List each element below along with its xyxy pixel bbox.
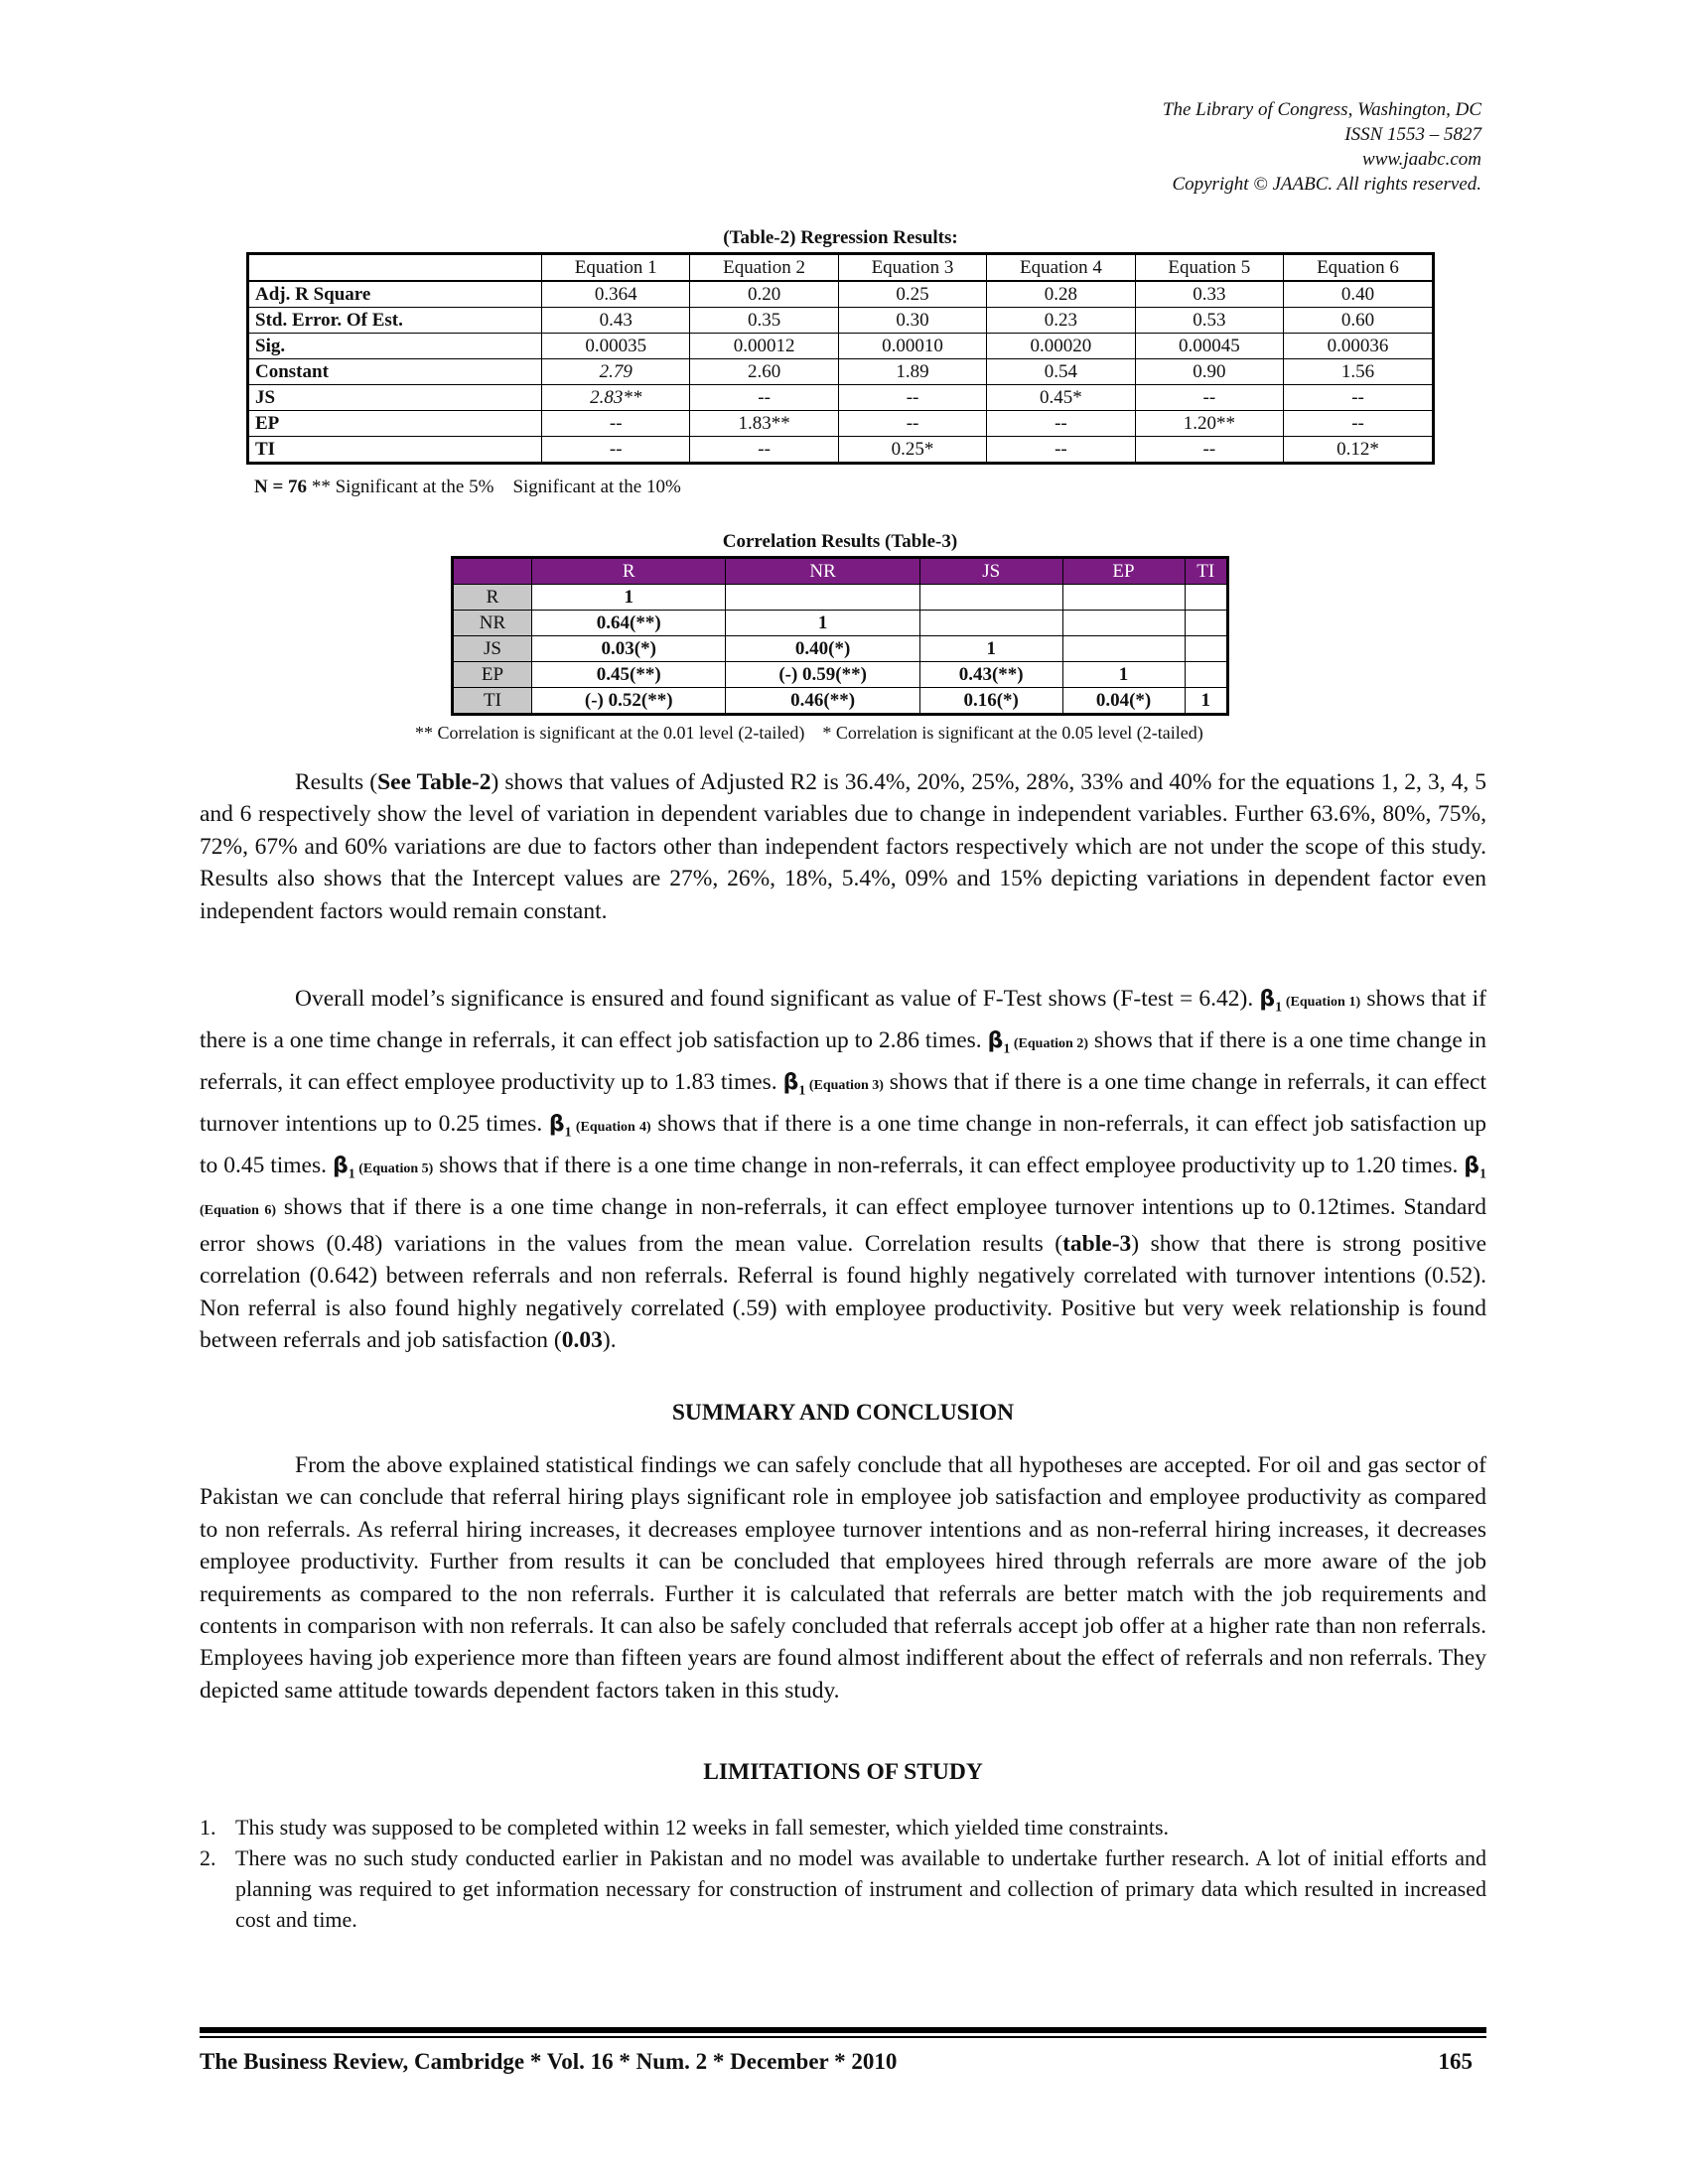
table-cell: 1.20** [1135, 411, 1283, 437]
table-cell: -- [838, 411, 986, 437]
table-row [453, 611, 1228, 636]
list-item [200, 1812, 1486, 1843]
table-cell: 2.83** [542, 385, 690, 411]
text-run: shows that if there is a one time change in referrals, it can effect turnover intentions up to 0.25 times. [200, 1069, 1487, 1138]
table-cell: 0.03(*) [532, 636, 726, 662]
correlation-table [451, 556, 1229, 716]
table-cell: -- [838, 385, 986, 411]
table-row [453, 688, 1228, 715]
table-row [453, 662, 1228, 688]
row-label: EP [453, 662, 532, 688]
beta-symbol: β [987, 1028, 1004, 1054]
significance-note: ** Significant at the 5% Significant at the 10% [311, 477, 681, 497]
table-cell: 0.00045 [1135, 334, 1283, 359]
column-header: Equation 1 [542, 254, 690, 282]
table-cell: 0.16(*) [919, 688, 1062, 715]
column-header: JS [919, 558, 1062, 585]
journal-header [1163, 97, 1481, 197]
beta-subscript: 1 [1479, 1167, 1487, 1183]
sample-size: N = 76 [254, 477, 308, 497]
regression-table [246, 252, 1435, 465]
table-row [453, 636, 1228, 662]
table-row [248, 334, 1434, 359]
column-header: Equation 4 [987, 254, 1135, 282]
row-label: NR [453, 611, 532, 636]
column-header: Equation 5 [1135, 254, 1283, 282]
table2-note [254, 477, 681, 498]
table-cell: 0.46(**) [726, 688, 919, 715]
table3-note: ** Correlation is significant at the 0.01 level (2-tailed) * Correlation is significant at the 0.05 level (2-tailed) [415, 723, 1203, 743]
table-cell: 0.364 [542, 281, 690, 308]
corner-cell [248, 254, 542, 282]
text-run: ). [602, 1327, 617, 1354]
beta-subscript: 1 [348, 1167, 355, 1183]
footer-rule-thin [200, 2036, 1486, 2038]
table-cell: 0.12* [1284, 437, 1434, 464]
list-item [200, 1843, 1486, 1935]
table-row [248, 308, 1434, 334]
table-cell: 1.83** [690, 411, 838, 437]
text-run: Results ( [295, 769, 378, 795]
table-cell: 0.23 [987, 308, 1135, 334]
table-cell: -- [690, 437, 838, 464]
table-cell: -- [690, 385, 838, 411]
table-cell: 2.60 [690, 359, 838, 385]
equation-label: (Equation 2) [1010, 1036, 1088, 1052]
table-cell: -- [1135, 385, 1283, 411]
text-run: ) show that there is strong positive correlation (0.642) between referrals and non referrals. Referral is found highly negatively correlated with turnover intentions (0.52). Non referral is also found highly negatively correlated (.59) with employee productivity. Positive but very week relationship is found between referrals and job satisfaction ( [200, 1230, 1486, 1354]
row-label: Adj. R Square [248, 281, 542, 308]
summary-heading: SUMMARY AND CONCLUSION [671, 1400, 1015, 1426]
row-label: EP [248, 411, 542, 437]
table-cell: (-) 0.59(**) [726, 662, 919, 688]
table-cell: 0.45(**) [532, 662, 726, 688]
table2-caption: (Table-2) Regression Results: [723, 227, 958, 248]
row-label: Std. Error. Of Est. [248, 308, 542, 334]
column-header: Equation 2 [690, 254, 838, 282]
beta-symbol: β [1259, 987, 1276, 1012]
equation-label: (Equation 3) [805, 1078, 884, 1094]
row-label: Sig. [248, 334, 542, 359]
table-cell: 1 [919, 636, 1062, 662]
text-run: shows that if there is a one time change in non-referrals, it can effect employee productivity up to 1.20 times. [433, 1153, 1465, 1179]
journal-footer [200, 2049, 1486, 2075]
list-number: 1. [200, 1815, 216, 1840]
table-cell: 0.20 [690, 281, 838, 308]
equation-label: (Equation 6) [200, 1203, 277, 1219]
significance-paragraph [200, 983, 1486, 1357]
column-header: R [532, 558, 726, 585]
table-cell: 0.60 [1284, 308, 1434, 334]
page-number: 165 [1438, 2049, 1473, 2074]
table-cell: 0.53 [1135, 308, 1283, 334]
journal-citation: The Business Review, Cambridge * Vol. 16 * Num. 2 * December * 2010 [200, 2049, 898, 2074]
list-text: There was no such study conducted earlier in Pakistan and no model was available to undertake further research. A lot of initial efforts and planning was required to get information necessary for construction of instrument and collection of primary data which resulted in increased cost and time. [235, 1845, 1486, 1932]
equation-label: (Equation 5) [354, 1161, 434, 1177]
table-cell: 0.28 [987, 281, 1135, 308]
table-cell [1062, 585, 1185, 611]
table-row [248, 359, 1434, 385]
column-header: TI [1185, 558, 1228, 585]
table-cell: -- [542, 411, 690, 437]
table-cell: 0.35 [690, 308, 838, 334]
table-cell: 0.30 [838, 308, 986, 334]
text-run: shows that if there is a one time change in referrals, it can effect employee productivity up to 1.83 times. [200, 1027, 1486, 1096]
row-label: TI [453, 688, 532, 715]
table-cell [1185, 611, 1228, 636]
table-cell [1185, 636, 1228, 662]
table-reference: See Table-2 [377, 769, 492, 795]
table-cell: (-) 0.52(**) [532, 688, 726, 715]
table-cell: 1.89 [838, 359, 986, 385]
text-run: shows that if there is a one time change in non-referrals, it can effect job satisfaction up to 0.45 times. [200, 1111, 1487, 1179]
table-cell: 0.64(**) [532, 611, 726, 636]
table-header-row [248, 254, 1434, 282]
table-header-row [453, 558, 1228, 585]
equation-label: (Equation 1) [1282, 995, 1361, 1010]
table-cell: 1.56 [1284, 359, 1434, 385]
header-line-3: www.jaabc.com [1362, 149, 1481, 170]
column-header: Equation 6 [1284, 254, 1434, 282]
table-cell: 0.00020 [987, 334, 1135, 359]
limitations-heading: LIMITATIONS OF STUDY [703, 1759, 983, 1785]
table-cell: 0.33 [1135, 281, 1283, 308]
header-line-2: ISSN 1553 – 5827 [1344, 124, 1481, 145]
table-cell: 1 [532, 585, 726, 611]
row-label: Constant [248, 359, 542, 385]
table-cell: 0.90 [1135, 359, 1283, 385]
table-cell: 1 [726, 611, 919, 636]
table-cell: -- [987, 411, 1135, 437]
table-cell: -- [1135, 437, 1283, 464]
table-row [248, 385, 1434, 411]
column-header: Equation 3 [838, 254, 986, 282]
header-line-4: Copyright © JAABC. All rights reserved. [1172, 174, 1481, 195]
beta-symbol: β [1464, 1154, 1480, 1179]
text-run: From the above explained statistical findings we can safely conclude that all hypotheses are accepted. For oil and gas sector of Pakistan we can conclude that referral hiring plays significant role in employee job satisfaction and employee productivity as compared to non referrals. As referral hiring increases, it decreases employee turnover intentions and as non-referral hiring increases, it decreases employee productivity. Further from results it can be concluded that employees hired through referrals are more aware of the job requirements as compared to the non referrals. Further it is calculated that referrals are better match with the job requirements and contents in comparison with non referrals. It can also be safely concluded that referrals accept job offer at a higher rate than non referrals. Employees having job experience more than fifteen years are found almost indifferent about the effect of referrals and non referrals. They depicted same attitude towards dependent factors taken in this study. [200, 1452, 1486, 1704]
text-run: shows that if there is a one time change in referrals, it can effect job satisfaction up to 2.86 times. [200, 986, 1486, 1054]
table-cell: 0.54 [987, 359, 1135, 385]
table-cell: 0.00035 [542, 334, 690, 359]
table-cell: 0.43(**) [919, 662, 1062, 688]
table-cell: 0.45* [987, 385, 1135, 411]
text-run: shows that if there is a one time change in non-referrals, it can effect employee turnover intentions up to 0.12times. Standard error shows (0.48) variations in the values from the mean value. Correlation results ( [200, 1194, 1487, 1257]
table-cell: 0.00010 [838, 334, 986, 359]
table-cell: 1 [1062, 662, 1185, 688]
list-number: 2. [200, 1845, 216, 1870]
table-cell [919, 585, 1062, 611]
beta-symbol: β [548, 1112, 565, 1138]
table-cell: 0.40 [1284, 281, 1434, 308]
table-cell: 0.00036 [1284, 334, 1434, 359]
beta-subscript: 1 [1275, 1000, 1283, 1016]
equation-label: (Equation 4) [571, 1120, 651, 1136]
table-cell: 0.00012 [690, 334, 838, 359]
list-text: This study was supposed to be completed within 12 weeks in fall semester, which yielded time constraints. [235, 1815, 1170, 1840]
table-row [453, 585, 1228, 611]
text-run: Overall model’s significance is ensured and found significant as value of F-Test shows (F-test = 6.42). [295, 986, 1260, 1012]
table-cell: -- [987, 437, 1135, 464]
text-run: ) shows that values of Adjusted R2 is 36.4%, 20%, 25%, 28%, 33% and 40% for the equations 1, 2, 3, 4, 5 and 6 respectively show the level of variation in dependent variables due to change in independent variables. Further 63.6%, 80%, 75%, 72%, 67% and 60% variations are due to factors other than independent factors respectively which are not under the scope of this study. Results also shows that the Intercept values are 27%, 26%, 18%, 5.4%, 09% and 15% depicting variations in dependent factor even independent factors would remain constant. [200, 769, 1486, 924]
corner-cell [453, 558, 532, 585]
table-cell [1185, 662, 1228, 688]
table-cell: 0.43 [542, 308, 690, 334]
table-cell [919, 611, 1062, 636]
table-cell: -- [1284, 411, 1434, 437]
beta-subscript: 1 [1003, 1041, 1011, 1057]
results-paragraph [200, 766, 1486, 927]
row-label: TI [248, 437, 542, 464]
table-row [248, 281, 1434, 308]
beta-subscript: 1 [798, 1083, 806, 1099]
row-label: JS [453, 636, 532, 662]
table-cell: 0.25 [838, 281, 986, 308]
table-cell: 0.25* [838, 437, 986, 464]
table-cell: 0.04(*) [1062, 688, 1185, 715]
table3-caption: Correlation Results (Table-3) [722, 531, 958, 552]
highlighted-value: 0.03 [561, 1327, 603, 1354]
table-cell: 2.79 [542, 359, 690, 385]
beta-symbol: β [782, 1070, 799, 1096]
footer-rule-thick [200, 2027, 1486, 2033]
table-cell: -- [542, 437, 690, 464]
table-row [248, 437, 1434, 464]
table-cell: 1 [1185, 688, 1228, 715]
table-cell [726, 585, 919, 611]
conclusion-paragraph [200, 1449, 1486, 1706]
limitations-list [200, 1812, 1486, 1935]
row-label: R [453, 585, 532, 611]
header-line-1: The Library of Congress, Washington, DC [1162, 99, 1481, 120]
beta-subscript: 1 [564, 1125, 572, 1141]
table-row [248, 411, 1434, 437]
row-label: JS [248, 385, 542, 411]
table-cell [1062, 611, 1185, 636]
table-reference: table-3 [1062, 1230, 1132, 1257]
table-cell [1185, 585, 1228, 611]
table-cell: 0.40(*) [726, 636, 919, 662]
column-header: NR [726, 558, 919, 585]
column-header: EP [1062, 558, 1185, 585]
table-cell: -- [1284, 385, 1434, 411]
beta-symbol: β [332, 1154, 349, 1179]
table-cell [1062, 636, 1185, 662]
